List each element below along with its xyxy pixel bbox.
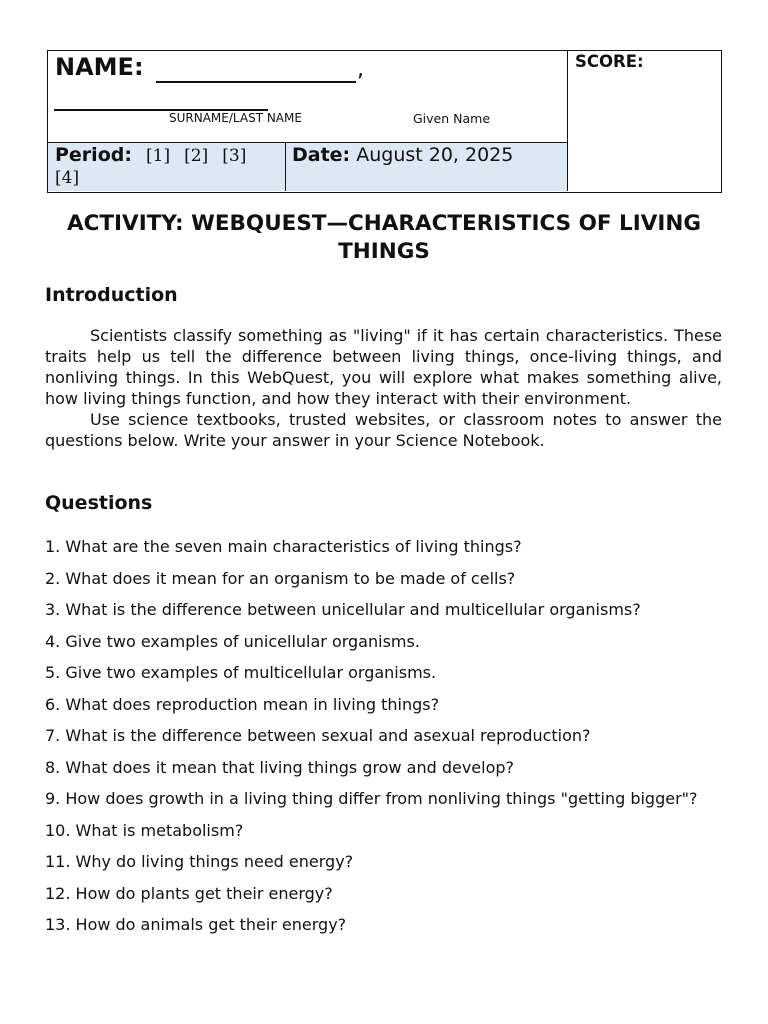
student-info-table — [47, 50, 722, 193]
questions-list — [45, 531, 722, 941]
date-value: August 20, 2025 — [356, 144, 514, 166]
date-label: Date: — [292, 144, 351, 166]
question-item: 13. How do animals get their energy? — [45, 915, 347, 934]
question-item: 8. What does it mean that living things grow and develop? — [45, 757, 515, 777]
question-item: 7. What is the difference between sexual and asexual reproduction? — [45, 726, 591, 745]
score-cell — [568, 51, 720, 191]
activity-title: ACTIVITY: WEBQUEST—CHARACTERISTICS OF LIVING THINGS — [66, 211, 702, 264]
period-label: Period: — [55, 144, 132, 166]
surname-label: SURNAME/LAST NAME — [169, 111, 302, 125]
question-item: 1. What are the seven main characteristics of living things? — [45, 537, 522, 556]
question-item: 6. What does reproduction mean in living things? — [45, 694, 440, 714]
questions-heading: Questions — [45, 492, 153, 514]
period-option-1[interactable]: [1] — [146, 146, 171, 166]
intro-paragraph: Use science textbooks, trusted websites, or classroom notes to answer the questions below. Write your answer in your Science Notebook. — [45, 410, 722, 450]
period-option-4[interactable]: [4] — [55, 168, 80, 188]
question-item: 9. How does growth in a living thing differ from nonliving things "getting bigger"? — [45, 789, 698, 808]
given-name-label: Given Name — [413, 111, 491, 126]
question-item: 11. Why do living things need energy? — [45, 852, 354, 871]
introduction-body — [45, 325, 722, 451]
score-label: SCORE: — [575, 52, 644, 71]
period-option-3[interactable]: [3] — [222, 146, 247, 166]
introduction-heading: Introduction — [45, 284, 178, 306]
surname-blank-line[interactable] — [156, 81, 356, 83]
question-item: 10. What is metabolism? — [45, 820, 244, 840]
question-item: 2. What does it mean for an organism to be made of cells? — [45, 568, 516, 588]
intro-paragraph: Scientists classify something as "living" if it has certain characteristics. These traits help us tell the difference between living things, once-living things, and nonliving things. In this WebQuest, you will explore what makes something alive, how living things function, and how they interact with their environment. — [45, 326, 722, 408]
question-item: 12. How do plants get their energy? — [45, 883, 333, 903]
name-comma: , — [357, 57, 364, 82]
name-cell — [48, 51, 568, 143]
name-label: NAME: — [55, 53, 144, 81]
period-option-2[interactable]: [2] — [184, 146, 209, 166]
question-item: 3. What is the difference between unicellular and multicellular organisms? — [45, 600, 641, 619]
period-cell — [48, 143, 286, 191]
question-item: 4. Give two examples of unicellular organisms. — [45, 631, 420, 651]
period-row — [55, 144, 246, 166]
date-row — [292, 144, 513, 166]
date-cell — [286, 143, 568, 191]
question-item: 5. Give two examples of multicellular organisms. — [45, 663, 437, 682]
